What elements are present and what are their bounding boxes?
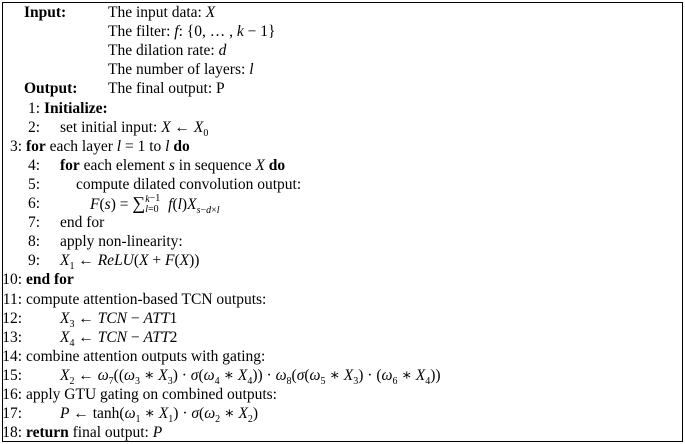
step-formula: $X_3$ ← TCN − ATT1 — [60, 309, 178, 330]
step-number: 13: — [2, 328, 22, 346]
step-text: apply GTU gating on combined outputs: — [26, 386, 277, 403]
step-number: 16: — [2, 386, 22, 403]
step-text: compute attention-based TCN outputs: — [26, 290, 267, 308]
input-line-data: The input data: X — [108, 4, 216, 21]
input-line-layers: The number of layers: l — [108, 61, 254, 79]
step-number: 7: — [27, 214, 40, 232]
step-number: 9: — [27, 252, 40, 270]
step-number: 10: — [2, 271, 22, 289]
step-number: 2: — [27, 118, 40, 136]
step-number: 14: — [2, 347, 22, 365]
step-text: compute dilated convolution output: — [76, 175, 302, 193]
step-formula: $X_4$ ← TCN − ATT2 — [60, 328, 178, 349]
step-formula: P ← $\tanh(\omega_1$ ∗ $X_1) \cdot \sigma(\omega_2$ ∗ $X_2$) — [60, 405, 259, 426]
step-text: end for — [60, 214, 105, 232]
step-number: 6: — [27, 195, 40, 212]
input-line-filter: The filter: f: {0, … , k − 1} — [108, 23, 276, 41]
step-formula: $X_2$ ← $\omega_7((\omega_3$ ∗ $X_3) \cdot \sigma(\omega_4$ ∗ $X_4)) \cdot \omega_8(\sigma(\omega_5$ ∗ $X_3) \cdot (\omega_6$ ∗ $X_4$)) — [60, 366, 441, 387]
step-text: combine attention outputs with gating: — [26, 347, 266, 365]
input-line-dilation: The dilation rate: d — [108, 42, 227, 60]
step-formula: F(s) = ∑ k l=0 $^{-1}$ $f(l)X_{s-d\times l}$ — [90, 193, 220, 217]
step-number: 18: — [2, 424, 22, 442]
output-line: The final output: P — [108, 80, 225, 98]
step-number: 3: — [9, 137, 22, 155]
step-text: set initial input: X ← $X_0$ — [60, 118, 209, 139]
step-text: for each element s in sequence X do — [60, 156, 286, 174]
step-text: apply non-linearity: — [60, 233, 183, 251]
step-text: for each layer l = 1 to l do — [26, 137, 190, 155]
step-number: 17: — [2, 405, 22, 423]
step-formula: $X_1$ ← ReLU(X + F(X)) — [60, 252, 200, 273]
step-number: 15: — [2, 366, 22, 384]
step-text: Initialize: — [44, 99, 108, 117]
step-number: 12: — [2, 309, 22, 327]
step-number: 5: — [27, 175, 40, 193]
step-text: end for — [26, 271, 74, 289]
step-number: 11: — [2, 290, 22, 308]
step-number: 1: — [27, 99, 40, 117]
output-label: Output: — [24, 80, 78, 98]
step-number: 4: — [27, 156, 40, 174]
input-label: Input: — [24, 4, 67, 21]
step-number: 8: — [27, 233, 40, 251]
step-text: return final output: P — [26, 424, 163, 442]
